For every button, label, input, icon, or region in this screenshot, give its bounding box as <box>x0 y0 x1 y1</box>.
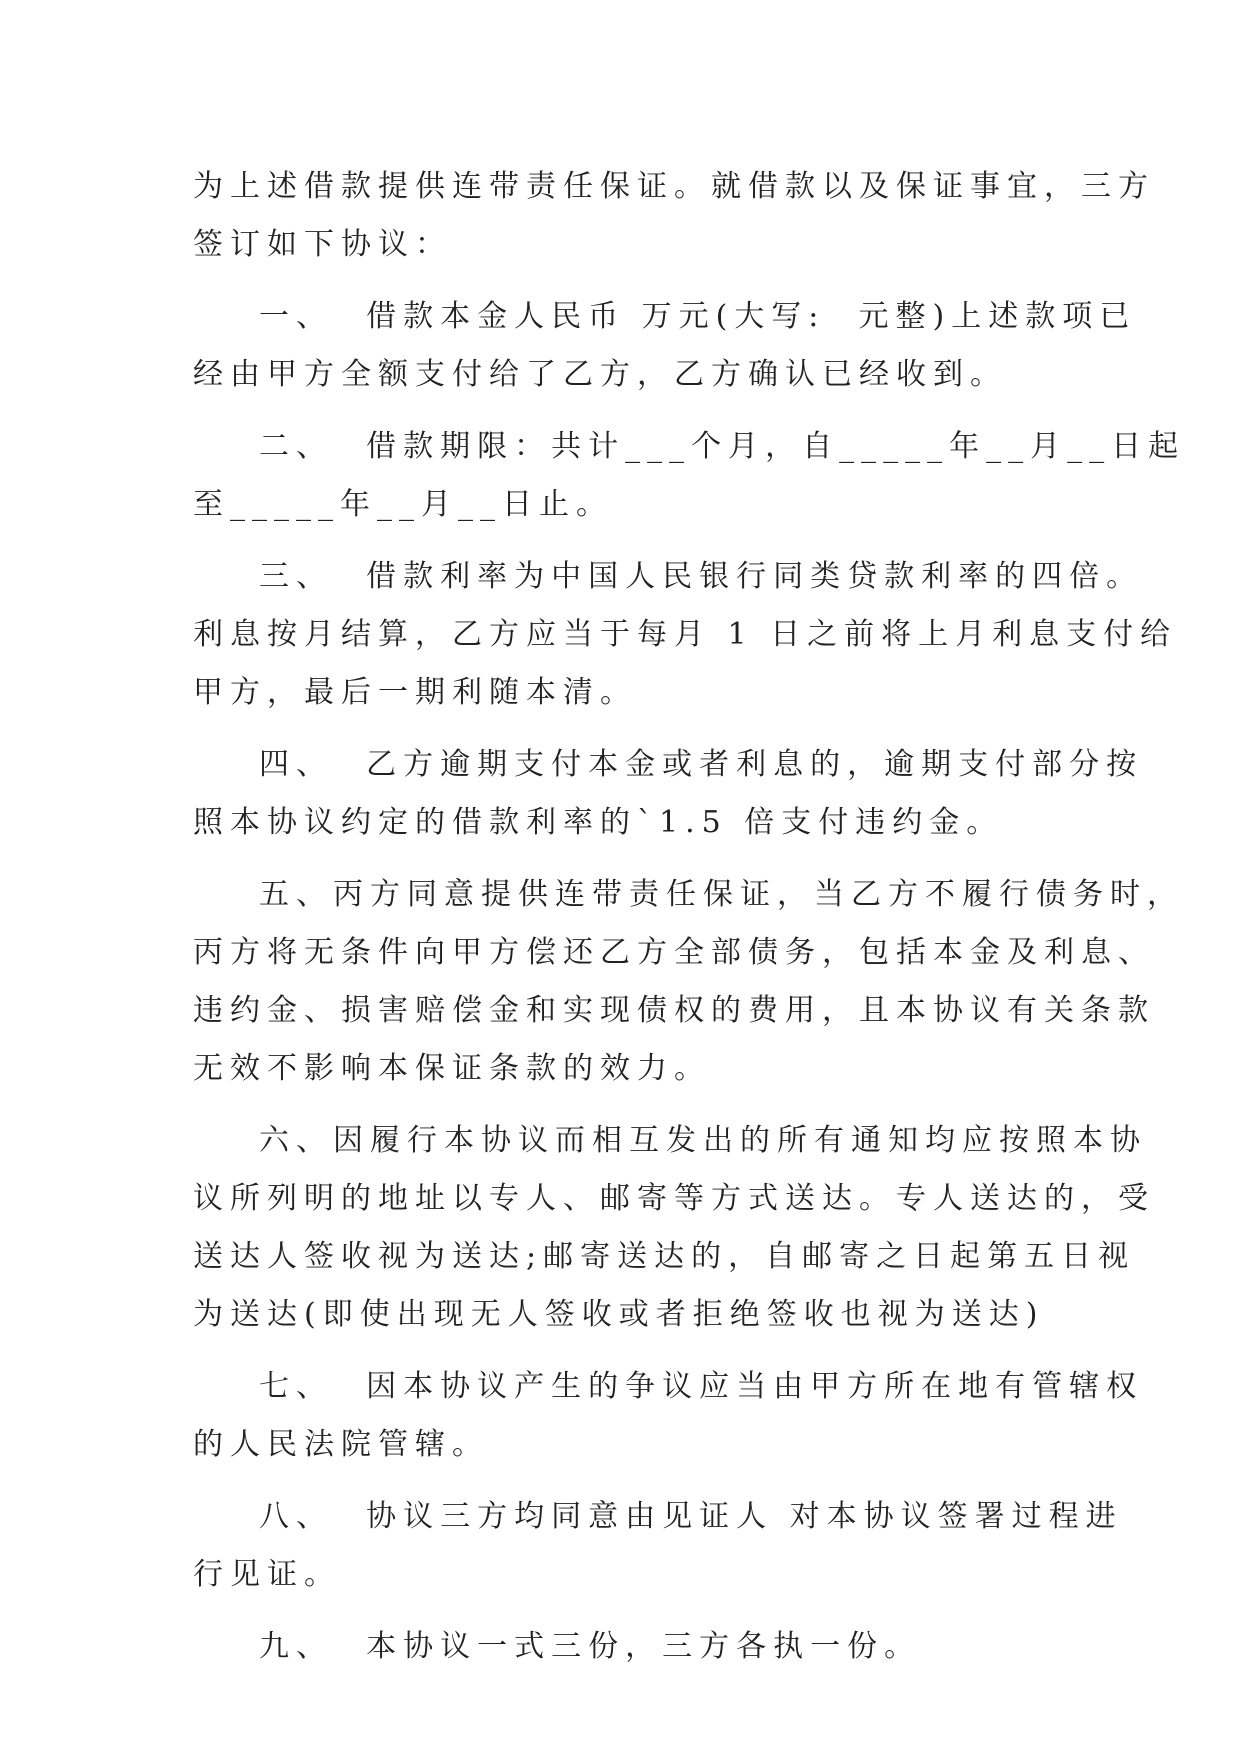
text-line: 六、因履行本协议而相互发出的所有通知均应按照本协 <box>259 1123 1147 1158</box>
text-line: 签订如下协议： <box>193 227 452 262</box>
text-line: 利息按月结算，乙方应当于每月 1 日之前将上月利息支付给 <box>193 617 1178 652</box>
text-line: 四、 乙方逾期支付本金或者利息的，逾期支付部分按 <box>259 747 1144 782</box>
text-line: 议所列明的地址以专人、邮寄等方式送达。专人送达的，受 <box>193 1181 1155 1216</box>
text-line: 无效不影响本保证条款的效力。 <box>193 1051 711 1086</box>
text-line: 为送达(即使出现无人签收或者拒绝签收也视为送达) <box>193 1297 1045 1332</box>
text-line: 丙方将无条件向甲方偿还乙方全部债务，包括本金及利息、 <box>193 935 1155 970</box>
text-line: 违约金、损害赔偿金和实现债权的费用，且本协议有关条款 <box>193 993 1155 1028</box>
text-line: 五、丙方同意提供连带责任保证，当乙方不履行债务时， <box>259 877 1184 912</box>
text-line: 三、 借款利率为中国人民银行同类贷款利率的四倍。 <box>259 559 1144 594</box>
paragraph-clause-5 <box>193 866 1184 1098</box>
paragraph-preamble <box>193 158 1155 274</box>
text-line: 为上述借款提供连带责任保证。就借款以及保证事宜，三方 <box>193 169 1155 204</box>
paragraph-clause-3 <box>193 548 1178 722</box>
text-line: 送达人签收视为送达;邮寄送达的，自邮寄之日起第五日视 <box>193 1239 1136 1274</box>
document-body <box>193 158 1186 1676</box>
paragraph-clause-6 <box>193 1112 1155 1344</box>
paragraph-clause-1 <box>193 288 1137 404</box>
paragraph-clause-2 <box>193 418 1186 534</box>
text-line: 甲方，最后一期利随本清。 <box>193 675 637 710</box>
paragraph-clause-4 <box>193 736 1144 852</box>
paragraph-clause-7 <box>193 1358 1144 1474</box>
text-line: 九、 本协议一式三份，三方各执一份。 <box>259 1629 922 1664</box>
text-line: 八、 协议三方均同意由见证人 对本协议签署过程进 <box>259 1499 1123 1534</box>
text-line: 照本协议约定的借款利率的`1.5 倍支付违约金。 <box>193 805 1004 840</box>
text-line: 二、 借款期限：共计___个月，自_____年__月__日起 <box>259 429 1186 464</box>
text-line: 行见证。 <box>193 1557 341 1592</box>
text-line: 一、 借款本金人民币 万元(大写: 元整)上述款项已 <box>259 299 1137 334</box>
text-line: 经由甲方全额支付给了乙方，乙方确认已经收到。 <box>193 357 1007 392</box>
paragraph-clause-8 <box>193 1488 1123 1604</box>
text-line: 的人民法院管辖。 <box>193 1427 489 1462</box>
paragraph-clause-9 <box>193 1618 1053 1676</box>
text-line: 七、 因本协议产生的争议应当由甲方所在地有管辖权 <box>259 1369 1144 1404</box>
text-line: 至_____年__月__日止。 <box>193 487 613 522</box>
